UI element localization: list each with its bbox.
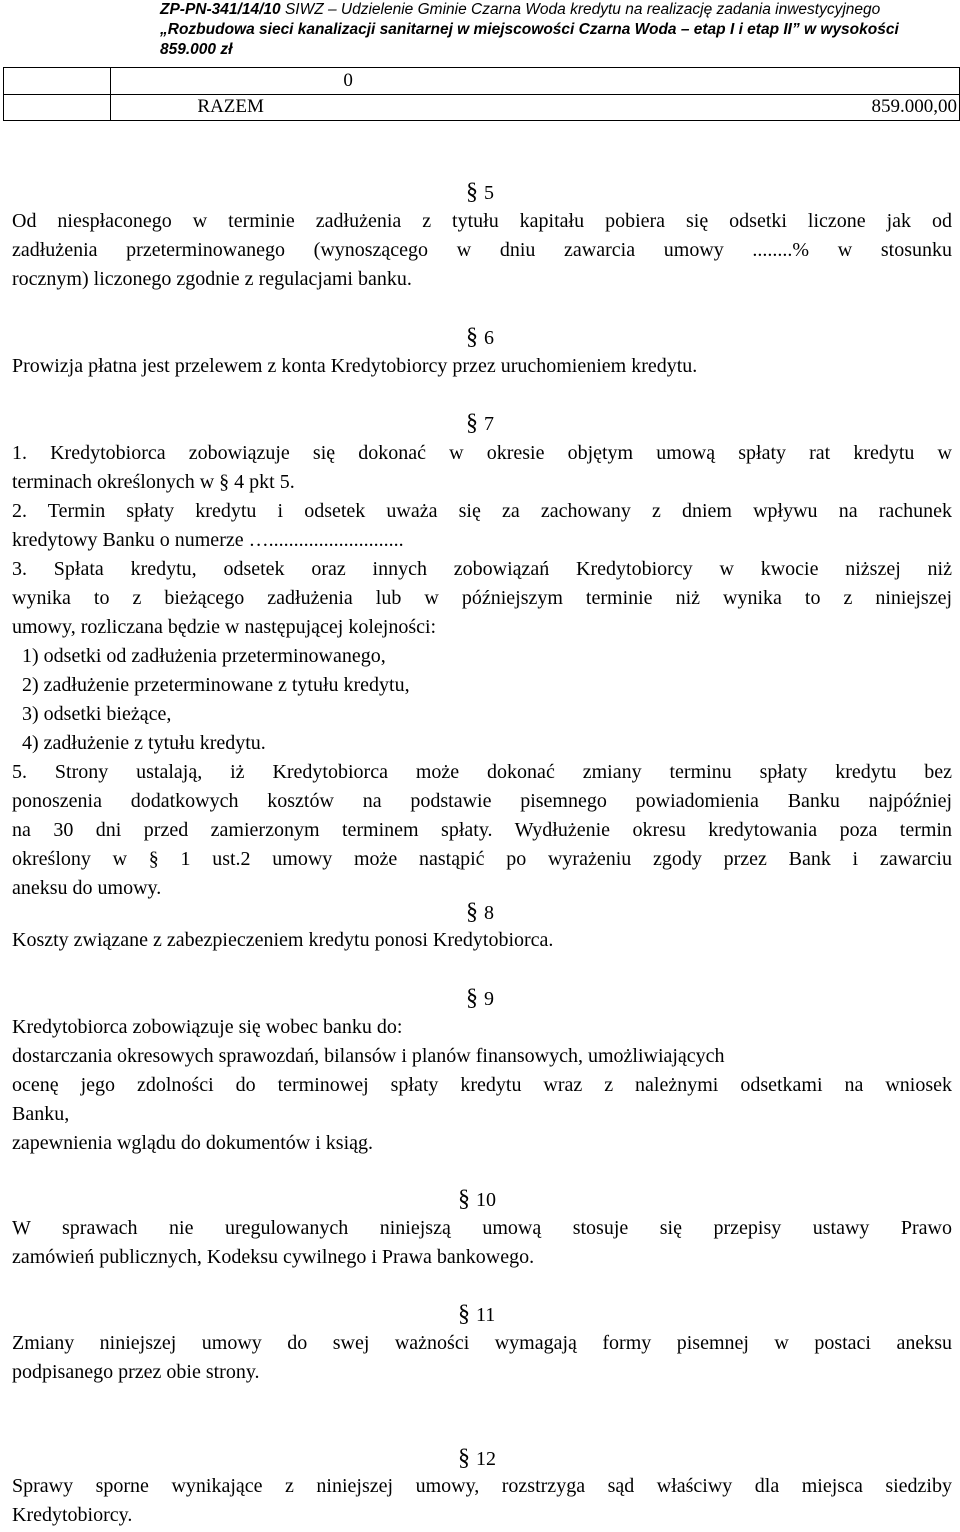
- section-heading-8: § 8: [466, 899, 494, 925]
- table-row-total: [4, 95, 960, 121]
- section-heading-5: § 5: [466, 179, 494, 205]
- section-8-body: Koszty związane z zabezpieczeniem kredytu ponosi Kredytobiorca.: [12, 929, 554, 951]
- section-heading-6: § 6: [466, 324, 494, 350]
- section-heading-10: § 10: [458, 1186, 496, 1212]
- section-5-body: Od niespłaconego w terminie zadłużenia z tytułu kapitału pobiera się odsetki liczone jak od zadłużenia przeterminowanego (wynoszącego w dniu zawarcia umowy ........% w stosunku rocznym) liczonego zgodnie z regulacjami banku.: [12, 210, 952, 290]
- razem-value: 859.000,00: [871, 96, 957, 117]
- header-line3: 859.000 zł: [160, 41, 233, 58]
- header-line2: „Rozbudowa sieci kanalizacji sanitarnej w miejscowości Czarna Woda – etap I i etap II” w wysokości: [160, 21, 899, 38]
- page-header: [160, 0, 955, 60]
- section-heading-7: § 7: [466, 410, 494, 436]
- section-heading-11: § 11: [458, 1301, 496, 1327]
- amount-table: [3, 67, 960, 121]
- section-7-body: 1. Kredytobiorca zobowiązuje się dokonać w okresie objętym umową spłaty rat kredytu w terminach określonych w § 4 pkt 5. 2. Termin spłaty kredytu i odsetek uważa się za zachowany z dniem wpływu na rachunek kredytowy Banku o numerze …........................... 3. Spłata kredytu, odsetek oraz innych zobowiązań Kredytobiorcy w kwocie niższej niż wynika to z bieżącego zadłużenia lub w późniejszym terminie niż wynika to z niniejszej umowy, rozliczana będzie w następującej kolejności: 1) odsetki od zadłużenia przeterminowanego, 2) zadłużenie przeterminowane z tytułu kredytu, 3) odsetki bieżące, 4) zadłużenie z tytułu kredytu. 5. Strony ustalają, iż Kredytobiorca może dokonać zmiany terminu spłaty kredytu bez ponoszenia dodatkowych kosztów na podstawie pisemnego powiadomienia Banku najpóźniej na 30 dni przed zamierzonym terminem spłaty. Wydłużenie okresu kredytowania poza termin określony w § 1 ust.2 umowy może nastąpić po wyrażeniu zgody przez Bank i zawarciu aneksu do umowy.: [12, 442, 952, 899]
- header-line1: SIWZ – Udzielenie Gminie Czarna Woda kredytu na realizację zadania inwestycyjnego: [284, 1, 881, 18]
- section-12-body: Sprawy sporne wynikające z niniejszej umowy, rozstrzyga sąd właściwy dla miejsca siedziby Kredytobiorcy.: [12, 1475, 952, 1526]
- doc-code: ZP-PN-341/14/10: [160, 1, 281, 18]
- row1-value: 0: [111, 68, 960, 95]
- table-row: [4, 68, 960, 95]
- section-heading-9: § 9: [466, 985, 494, 1011]
- section-11-body: Zmiany niniejszej umowy do swej ważności wymagają formy pisemnej w postaci aneksu podpisanego przez obie strony.: [12, 1332, 952, 1383]
- section-10-body: W sprawach nie uregulowanych niniejszą umową stosuje się przepisy ustawy Prawo zamówień publicznych, Kodeksu cywilnego i Prawa bankowego.: [12, 1217, 952, 1268]
- section-6-body: Prowizja płatna jest przelewem z konta Kredytobiorcy przez uruchomieniem kredytu.: [12, 355, 698, 377]
- section-heading-12: § 12: [458, 1445, 496, 1471]
- section-9-body: Kredytobiorca zobowiązuje się wobec banku do: dostarczania okresowych sprawozdań, bilansów i planów finansowych, umożliwiających ocenę jego zdolności do terminowej spłaty kredytu wraz z należnymi odsetkami na wniosek Banku, zapewnienia wglądu do dokumentów i ksiąg.: [12, 1016, 952, 1154]
- razem-label: RAZEM: [197, 96, 264, 117]
